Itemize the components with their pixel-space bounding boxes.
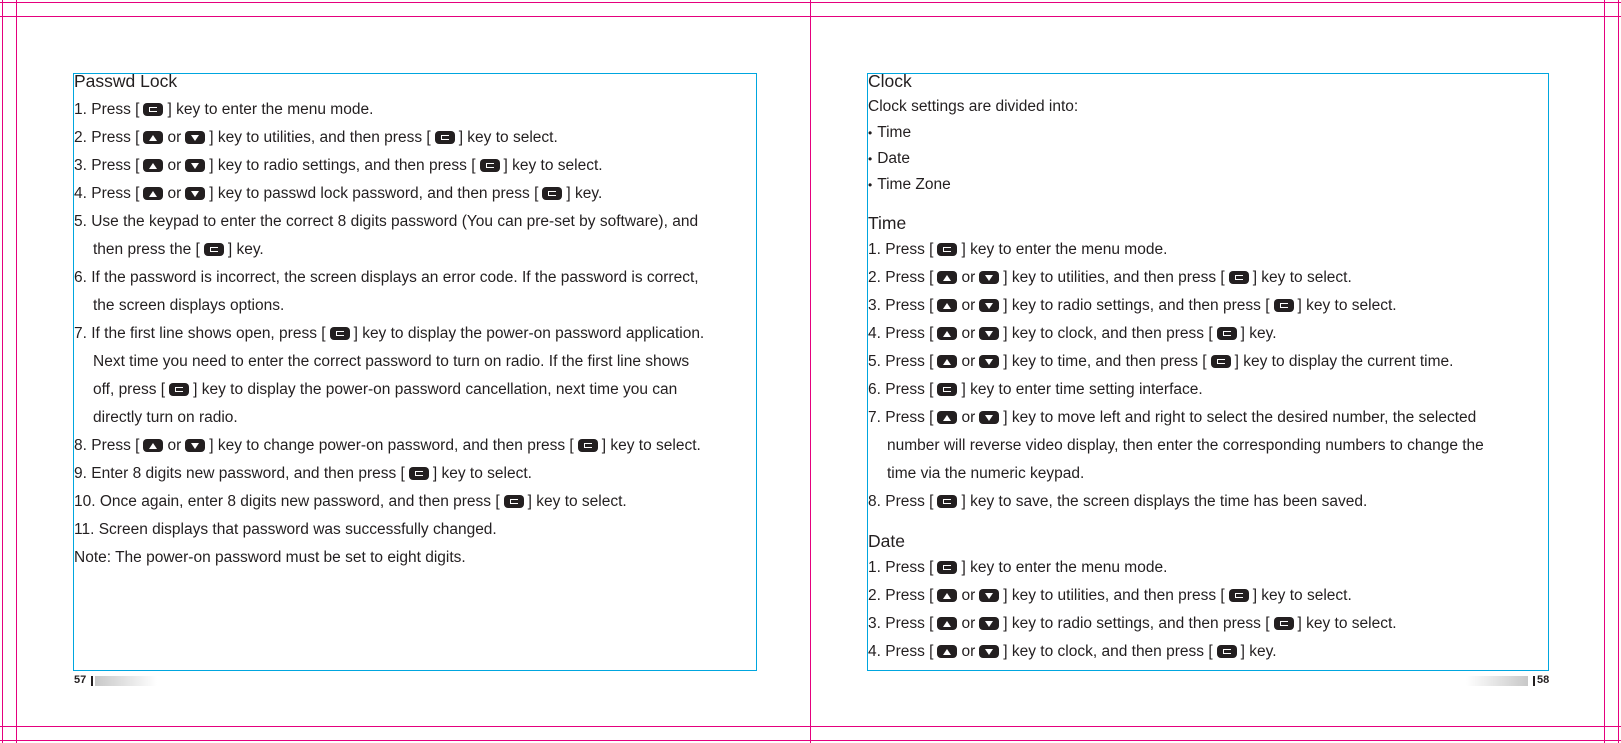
right-page-content (868, 68, 1484, 666)
step-text: 2. Press [ (868, 269, 934, 286)
step-text: 6. If the password is incorrect, the screen displays an error code. If the password is correct, (74, 269, 699, 286)
up-key-icon (937, 299, 957, 312)
step-text: ] key. (1240, 643, 1277, 660)
menu-key-icon (937, 495, 957, 508)
menu-key-icon (480, 159, 500, 172)
or-text: or (961, 615, 976, 632)
crop-line-edge-right (1618, 0, 1619, 743)
crop-line-center (810, 0, 811, 743)
or-text: or (961, 269, 976, 286)
date-step-1 (868, 554, 1484, 582)
left-page-content (74, 68, 704, 572)
crop-line-edge-bottom (0, 740, 1621, 741)
step-4 (74, 180, 704, 208)
step-text: 2. Press [ (868, 587, 934, 604)
step-text: 5. Press [ (868, 353, 934, 370)
step-text: ] key to display the power-on password application. (353, 325, 705, 342)
down-key-icon (185, 131, 205, 144)
up-key-icon (143, 131, 163, 144)
step-7-cont (74, 376, 704, 404)
step-9 (74, 460, 704, 488)
menu-key-icon (937, 561, 957, 574)
down-key-icon (979, 589, 999, 602)
step-text: ] key to display the power-on password cancellation, next time you can (193, 381, 678, 398)
section-title-time: Time (868, 213, 907, 233)
up-key-icon (937, 271, 957, 284)
step-text: 5. Use the keypad to enter the correct 8 digits password (You can pre-set by software), and (74, 213, 699, 230)
up-key-icon (143, 187, 163, 200)
clock-intro: Clock settings are divided into: (868, 98, 1079, 115)
or-text: or (167, 437, 182, 454)
step-text: ] key to display the current time. (1234, 353, 1454, 370)
down-key-icon (979, 327, 999, 340)
menu-key-icon (1229, 271, 1249, 284)
time-step-4 (868, 320, 1484, 348)
step-text: ] key to enter the menu mode. (961, 559, 1168, 576)
step-5-cont (74, 236, 704, 264)
step-text: 8. Press [ (74, 437, 140, 454)
menu-key-icon (204, 243, 224, 256)
up-key-icon (937, 645, 957, 658)
step-11 (74, 516, 704, 544)
step-text: ] key to utilities, and then press [ (209, 129, 431, 146)
step-text: directly turn on radio. (93, 409, 238, 426)
step-text: ] key to select. (503, 157, 603, 174)
footer-gradient-bar (95, 676, 157, 686)
step-text: ] key to passwd lock password, and then press [ (209, 185, 539, 202)
step-text: ] key. (566, 185, 603, 202)
date-step-3 (868, 610, 1484, 638)
up-key-icon (937, 617, 957, 630)
menu-key-icon (1229, 589, 1249, 602)
step-text: 1. Press [ (868, 559, 934, 576)
step-text: ] key to select. (601, 437, 701, 454)
or-text: or (167, 157, 182, 174)
step-text: ] key to clock, and then press [ (1003, 643, 1213, 660)
step-text: 7. Press [ (868, 409, 934, 426)
menu-key-icon (1217, 327, 1237, 340)
time-step-7-cont (868, 460, 1484, 488)
menu-key-icon (169, 383, 189, 396)
up-key-icon (937, 589, 957, 602)
step-1 (74, 96, 704, 124)
menu-key-icon (143, 103, 163, 116)
step-text: ] key to radio settings, and then press [ (1003, 297, 1270, 314)
menu-key-icon (578, 439, 598, 452)
crop-line-edge-top (0, 2, 1621, 3)
time-step-2 (868, 264, 1484, 292)
step-text: ] key to select. (1252, 269, 1352, 286)
step-text: Next time you need to enter the correct password to turn on radio. If the first line shows (93, 353, 690, 370)
clock-item-time: • Time (868, 120, 1484, 146)
step-text: ] key to utilities, and then press [ (1003, 587, 1225, 604)
step-text: time via the numeric keypad. (887, 465, 1085, 482)
step-7-cont (74, 404, 704, 432)
step-text: ] key to radio settings, and then press [ (1003, 615, 1270, 632)
step-text: 3. Press [ (868, 615, 934, 632)
step-text: off, press [ (93, 381, 166, 398)
step-text: ] key to enter time setting interface. (961, 381, 1203, 398)
or-text: or (961, 297, 976, 314)
up-key-icon (143, 159, 163, 172)
step-text: 4. Press [ (868, 325, 934, 342)
step-text: ] key to select. (1297, 615, 1397, 632)
page-number-divider (1533, 676, 1535, 686)
step-text: ] key to select. (1252, 587, 1352, 604)
or-text: or (961, 587, 976, 604)
step-3 (74, 152, 704, 180)
step-text: 7. If the first line shows open, press [ (74, 325, 326, 342)
menu-key-icon (1274, 617, 1294, 630)
up-key-icon (937, 411, 957, 424)
step-text: 2. Press [ (74, 129, 140, 146)
menu-key-icon (937, 243, 957, 256)
step-text: ] key to select. (1297, 297, 1397, 314)
menu-key-icon (542, 187, 562, 200)
step-text: ] key. (1240, 325, 1277, 342)
crop-line-right (1604, 0, 1605, 743)
time-step-7-cont (868, 432, 1484, 460)
step-text: ] key to save, the screen displays the time has been saved. (961, 493, 1368, 510)
page-number-left: 57 (74, 674, 87, 686)
step-text: ] key to select. (432, 465, 532, 482)
crop-line-left (16, 0, 17, 743)
or-text: or (961, 325, 976, 342)
section-title-clock: Clock (868, 71, 912, 91)
step-8 (74, 432, 704, 460)
step-text: ] key to utilities, and then press [ (1003, 269, 1225, 286)
spacer (868, 198, 1484, 210)
step-7 (74, 320, 704, 348)
down-key-icon (979, 617, 999, 630)
step-text: ] key to enter the menu mode. (961, 241, 1168, 258)
step-text: ] key to enter the menu mode. (167, 101, 374, 118)
or-text: or (961, 643, 976, 660)
time-step-5 (868, 348, 1484, 376)
step-text: 6. Press [ (868, 381, 934, 398)
step-6-cont (74, 292, 704, 320)
footer-gradient-bar (1466, 676, 1528, 686)
date-step-4 (868, 638, 1484, 666)
step-text: 8. Press [ (868, 493, 934, 510)
step-7-cont (74, 348, 704, 376)
date-step-2 (868, 582, 1484, 610)
step-text: ] key. (227, 241, 264, 258)
section-title-date: Date (868, 531, 905, 551)
or-text: or (167, 185, 182, 202)
step-text: ] key to move left and right to select the desired number, the selected (1003, 409, 1477, 426)
menu-key-icon (330, 327, 350, 340)
menu-key-icon (1211, 355, 1231, 368)
menu-key-icon (435, 131, 455, 144)
down-key-icon (185, 187, 205, 200)
step-text: ] key to select. (527, 493, 627, 510)
step-text: 1. Press [ (868, 241, 934, 258)
time-step-8 (868, 488, 1484, 516)
time-step-1 (868, 236, 1484, 264)
step-text: ] key to clock, and then press [ (1003, 325, 1213, 342)
step-text: ] key to select. (458, 129, 558, 146)
down-key-icon (979, 411, 999, 424)
step-text: then press the [ (93, 241, 200, 258)
section-title-passwd-lock: Passwd Lock (74, 71, 178, 91)
up-key-icon (143, 439, 163, 452)
clock-item-time-zone: • Time Zone (868, 172, 1484, 198)
step-text: ] key to change power-on password, and then press [ (209, 437, 574, 454)
down-key-icon (979, 299, 999, 312)
time-step-3 (868, 292, 1484, 320)
step-10 (74, 488, 704, 516)
down-key-icon (979, 645, 999, 658)
step-text: 4. Press [ (74, 185, 140, 202)
step-text: 3. Press [ (74, 157, 140, 174)
step-2 (74, 124, 704, 152)
menu-key-icon (504, 495, 524, 508)
crop-line-edge-left (2, 0, 3, 743)
note: Note: The power-on password must be set to eight digits. (74, 549, 466, 566)
step-text: the screen displays options. (93, 297, 285, 314)
step-text: 1. Press [ (74, 101, 140, 118)
menu-key-icon (409, 467, 429, 480)
step-text: number will reverse video display, then enter the corresponding numbers to change the (887, 437, 1484, 454)
time-step-7 (868, 404, 1484, 432)
down-key-icon (185, 159, 205, 172)
or-text: or (961, 409, 976, 426)
time-step-6 (868, 376, 1484, 404)
or-text: or (961, 353, 976, 370)
clock-item-date: • Date (868, 146, 1484, 172)
step-text: 4. Press [ (868, 643, 934, 660)
step-text: ] key to time, and then press [ (1003, 353, 1207, 370)
step-6 (74, 264, 704, 292)
or-text: or (167, 129, 182, 146)
menu-key-icon (1217, 645, 1237, 658)
up-key-icon (937, 355, 957, 368)
spacer (868, 516, 1484, 528)
step-5 (74, 208, 704, 236)
menu-key-icon (937, 383, 957, 396)
down-key-icon (979, 271, 999, 284)
step-text: 3. Press [ (868, 297, 934, 314)
step-text: 9. Enter 8 digits new password, and then press [ (74, 465, 405, 482)
down-key-icon (979, 355, 999, 368)
step-text: ] key to radio settings, and then press [ (209, 157, 476, 174)
page-number-divider (91, 676, 93, 686)
up-key-icon (937, 327, 957, 340)
menu-key-icon (1274, 299, 1294, 312)
step-text: 10. Once again, enter 8 digits new password, and then press [ (74, 493, 500, 510)
page-number-right: 58 (1537, 674, 1550, 686)
down-key-icon (185, 439, 205, 452)
step-text: 11. Screen displays that password was successfully changed. (74, 521, 497, 538)
